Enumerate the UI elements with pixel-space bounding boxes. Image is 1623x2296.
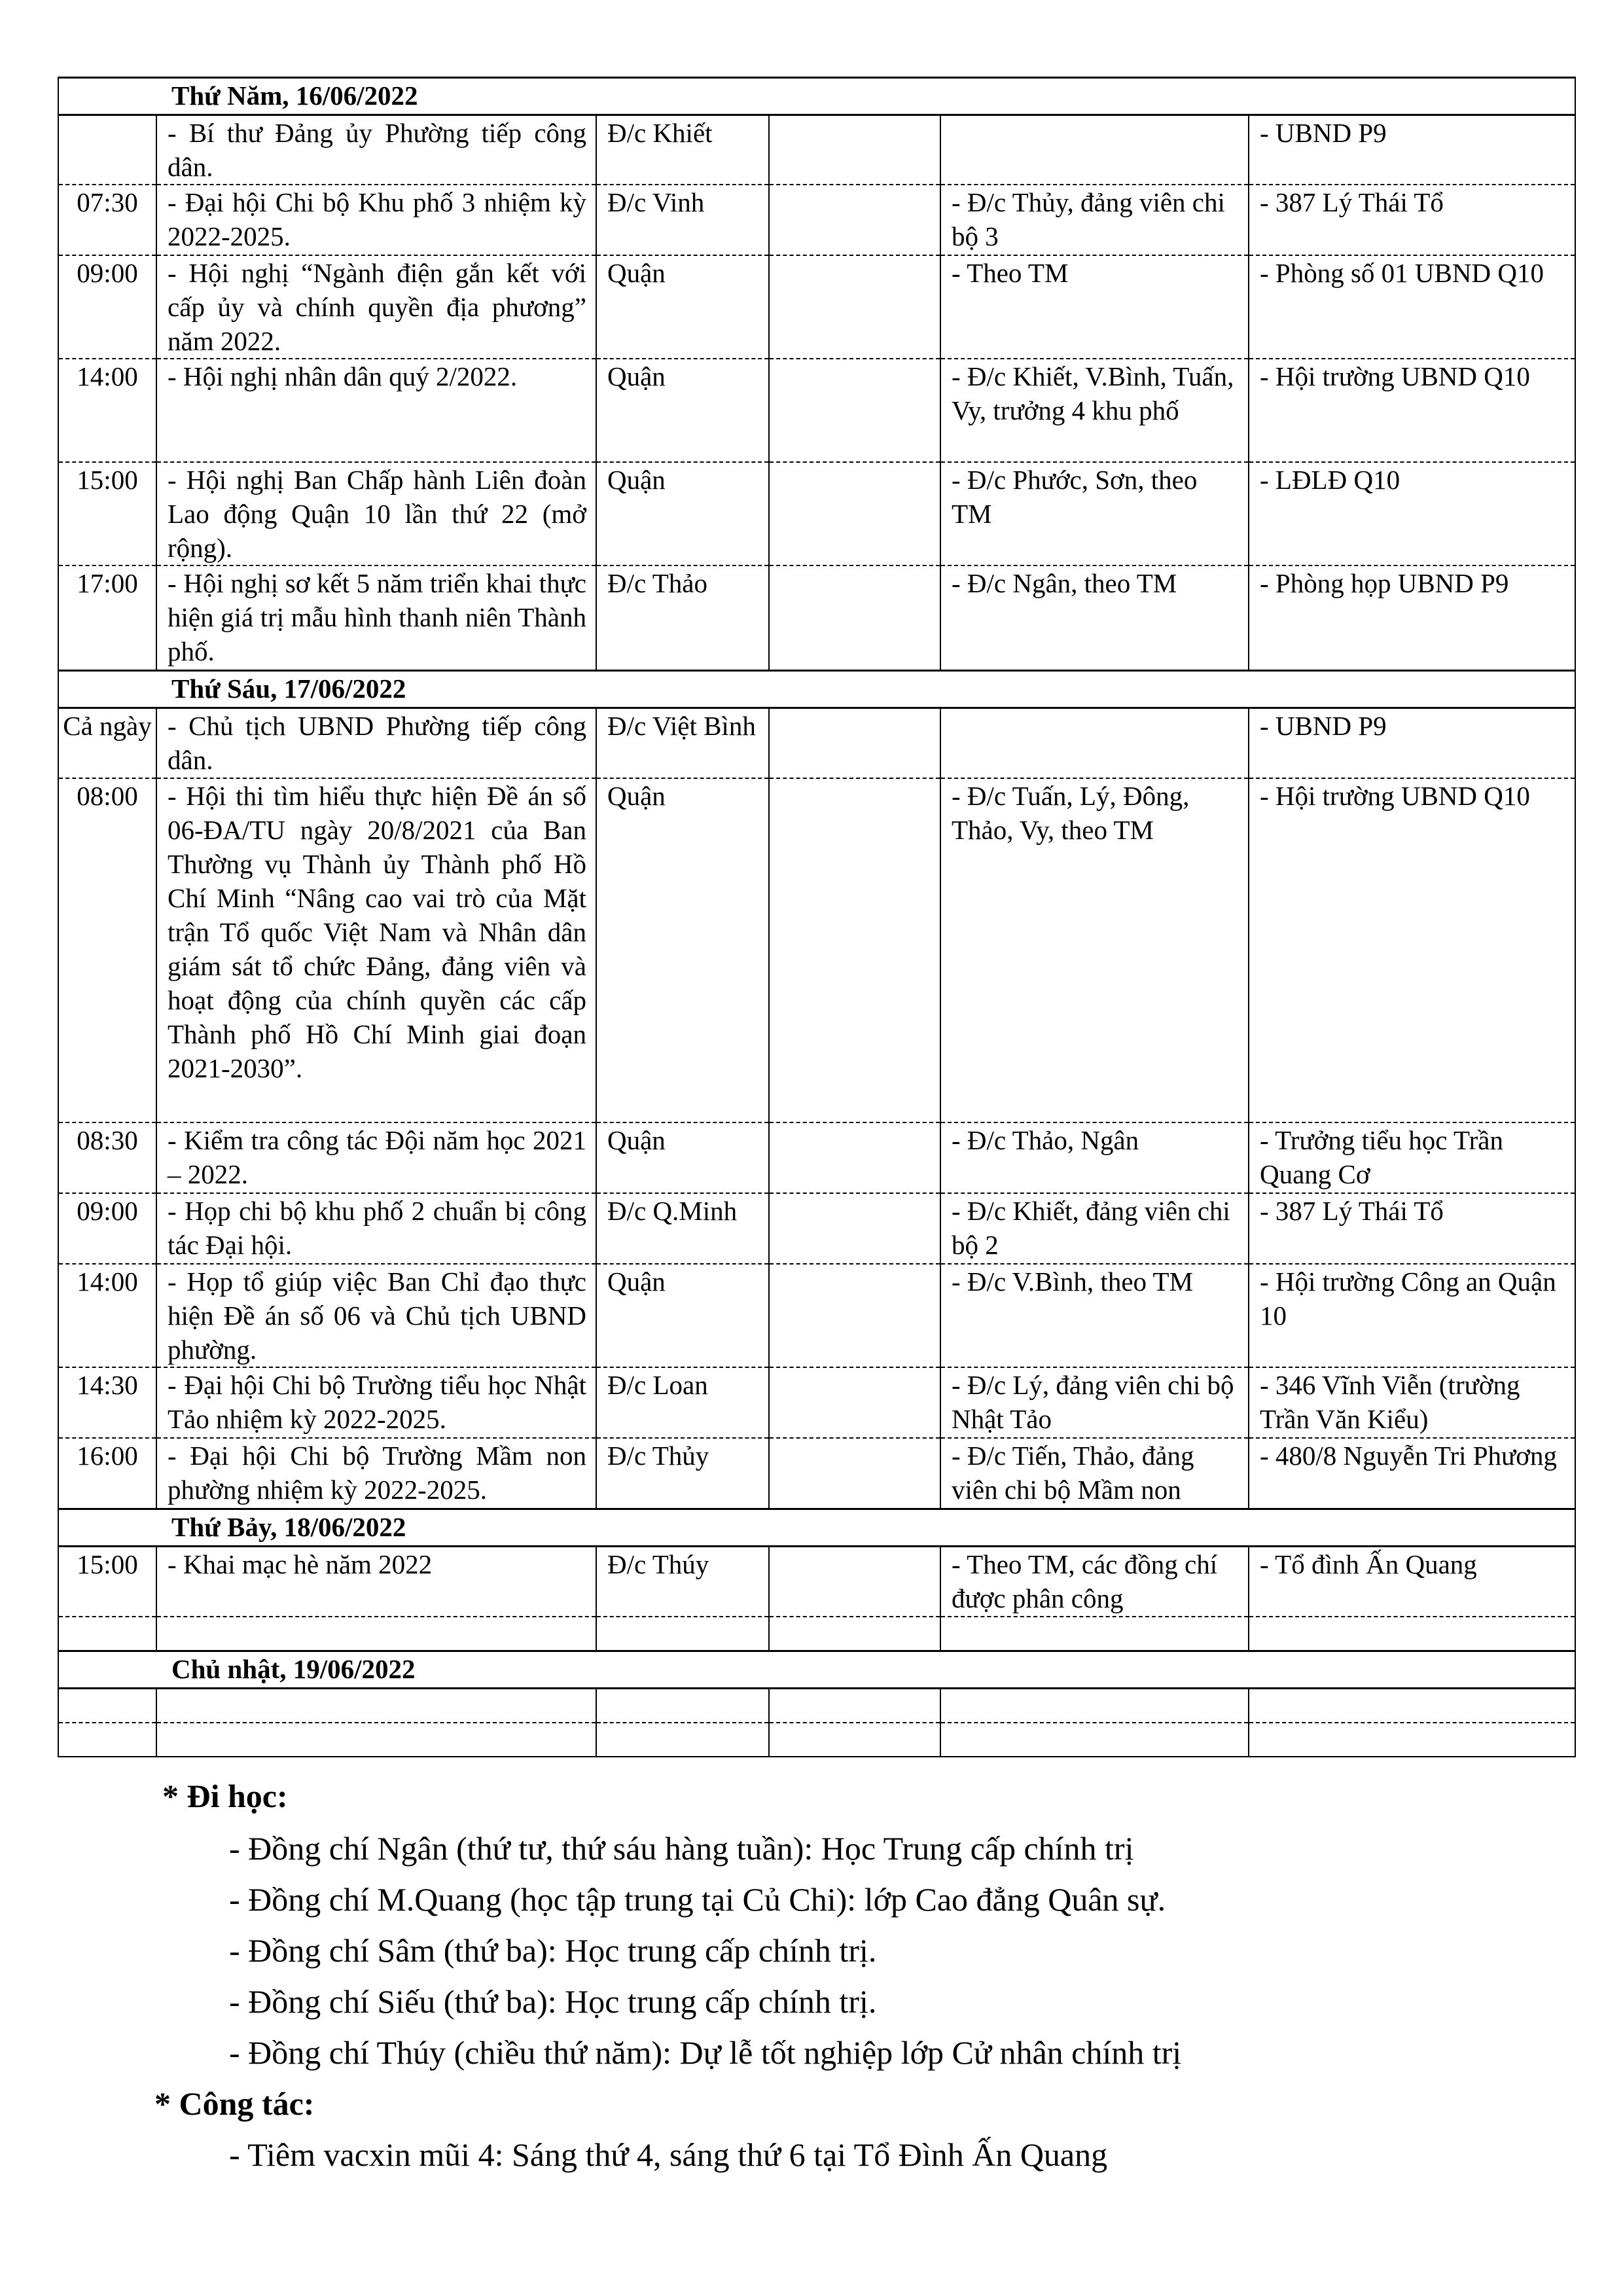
time-cell: 15:00	[58, 1546, 156, 1617]
extra-cell	[769, 1367, 940, 1438]
content-cell	[156, 1723, 596, 1757]
table-row	[58, 1617, 1575, 1651]
table-row	[58, 1689, 1575, 1723]
content-cell: - Hội nghị “Ngành điện gắn kết với cấp ủy và chính quyền địa phương” năm 2022.	[156, 255, 596, 359]
attendees-cell: - Đ/c V.Bình, theo TM	[940, 1264, 1249, 1367]
place-cell: - Phòng số 01 UBND Q10	[1249, 255, 1575, 359]
study-item: - Đồng chí Siếu (thứ ba): Học trung cấp chính trị.	[229, 1983, 877, 2020]
time-cell	[58, 1723, 156, 1757]
table-row	[58, 115, 1575, 185]
work-item: - Tiêm vacxin mũi 4: Sáng thứ 4, sáng thứ 6 tại Tổ Đình Ấn Quang	[229, 2136, 1108, 2173]
content-cell: - Họp chi bộ khu phố 2 chuẩn bị công tác Đại hội.	[156, 1193, 596, 1264]
table-row	[58, 1193, 1575, 1264]
study-item: - Đồng chí M.Quang (học tập trung tại Củ Chi): lớp Cao đẳng Quân sự.	[229, 1881, 1166, 1918]
extra-cell	[769, 565, 940, 670]
attendees-cell: - Đ/c Thủy, đảng viên chi bộ 3	[940, 185, 1249, 255]
place-cell: - Phòng họp UBND P9	[1249, 565, 1575, 670]
day-header-row	[58, 78, 1575, 115]
time-cell: 08:30	[58, 1122, 156, 1193]
place-cell: - Trưởng tiểu học Trần Quang Cơ	[1249, 1122, 1575, 1193]
work-heading: * Công tác:	[154, 2085, 315, 2122]
attendees-cell: - Đ/c Tuấn, Lý, Đông, Thảo, Vy, theo TM	[940, 778, 1249, 1122]
content-cell: - Họp tổ giúp việc Ban Chỉ đạo thực hiện Đề án số 06 và Chủ tịch UBND phường.	[156, 1264, 596, 1367]
attendees-cell	[940, 1617, 1249, 1651]
lead-cell: Quận	[596, 462, 769, 565]
study-heading: * Đi học:	[162, 1778, 288, 1814]
place-cell: - UBND P9	[1249, 115, 1575, 185]
day-header-row	[58, 1651, 1575, 1689]
content-cell: - Hội nghị sơ kết 5 năm triển khai thực hiện giá trị mẫu hình thanh niên Thành phố.	[156, 565, 596, 670]
attendees-cell	[940, 1689, 1249, 1723]
extra-cell	[769, 185, 940, 255]
table-row	[58, 359, 1575, 462]
extra-cell	[769, 1689, 940, 1723]
lead-cell: Đ/c Việt Bình	[596, 708, 769, 778]
extra-cell	[769, 1617, 940, 1651]
lead-cell: Đ/c Vinh	[596, 185, 769, 255]
attendees-cell	[940, 115, 1249, 185]
time-cell	[58, 1617, 156, 1651]
place-cell: - 387 Lý Thái Tổ	[1249, 185, 1575, 255]
lead-cell: Quận	[596, 1264, 769, 1367]
table-row	[58, 1723, 1575, 1757]
lead-cell: Đ/c Thủy	[596, 1438, 769, 1509]
extra-cell	[769, 1438, 940, 1509]
day-title: Chủ nhật, 19/06/2022	[58, 1651, 1575, 1689]
time-cell: 14:00	[58, 1264, 156, 1367]
extra-cell	[769, 1546, 940, 1617]
content-cell: - Hội nghị nhân dân quý 2/2022.	[156, 359, 596, 462]
lead-cell: Đ/c Thúy	[596, 1546, 769, 1617]
place-cell: - Hội trường UBND Q10	[1249, 778, 1575, 1122]
content-cell: - Bí thư Đảng ủy Phường tiếp công dân.	[156, 115, 596, 185]
attendees-cell: - Đ/c Tiến, Thảo, đảng viên chi bộ Mầm non	[940, 1438, 1249, 1509]
attendees-cell	[940, 1723, 1249, 1757]
time-cell: 14:00	[58, 359, 156, 462]
day-header-row	[58, 670, 1575, 708]
lead-cell	[596, 1689, 769, 1723]
attendees-cell: - Đ/c Phước, Sơn, theo TM	[940, 462, 1249, 565]
place-cell: - LĐLĐ Q10	[1249, 462, 1575, 565]
extra-cell	[769, 1723, 940, 1757]
day-title: Thứ Bảy, 18/06/2022	[58, 1509, 1575, 1546]
content-cell: - Chủ tịch UBND Phường tiếp công dân.	[156, 708, 596, 778]
table-row	[58, 185, 1575, 255]
attendees-cell: - Theo TM, các đồng chí được phân công	[940, 1546, 1249, 1617]
content-cell: - Khai mạc hè năm 2022	[156, 1546, 596, 1617]
table-row	[58, 1264, 1575, 1367]
attendees-cell: - Đ/c Lý, đảng viên chi bộ Nhật Tảo	[940, 1367, 1249, 1438]
extra-cell	[769, 115, 940, 185]
place-cell: - 346 Vĩnh Viễn (trường Trần Văn Kiểu)	[1249, 1367, 1575, 1438]
lead-cell: Quận	[596, 255, 769, 359]
place-cell: - Hội trường UBND Q10	[1249, 359, 1575, 462]
place-cell: - 387 Lý Thái Tổ	[1249, 1193, 1575, 1264]
table-row	[58, 778, 1575, 1122]
extra-cell	[769, 255, 940, 359]
table-row	[58, 1367, 1575, 1438]
attendees-cell: - Đ/c Khiết, đảng viên chi bộ 2	[940, 1193, 1249, 1264]
extra-cell	[769, 359, 940, 462]
study-item: - Đồng chí Sâm (thứ ba): Học trung cấp chính trị.	[229, 1932, 877, 1969]
place-cell	[1249, 1617, 1575, 1651]
study-item: - Đồng chí Thúy (chiều thứ năm): Dự lễ tốt nghiệp lớp Cử nhân chính trị	[229, 2034, 1182, 2071]
place-cell: - Tổ đình Ấn Quang	[1249, 1546, 1575, 1617]
place-cell	[1249, 1723, 1575, 1757]
lead-cell: Quận	[596, 359, 769, 462]
extra-cell	[769, 1193, 940, 1264]
attendees-cell	[940, 708, 1249, 778]
lead-cell: Đ/c Thảo	[596, 565, 769, 670]
extra-cell	[769, 462, 940, 565]
content-cell: - Đại hội Chi bộ Khu phố 3 nhiệm kỳ 2022-2025.	[156, 185, 596, 255]
day-title: Thứ Sáu, 17/06/2022	[58, 670, 1575, 708]
lead-cell	[596, 1723, 769, 1757]
lead-cell: Đ/c Khiết	[596, 115, 769, 185]
content-cell: - Hội thi tìm hiểu thực hiện Đề án số 06-ĐA/TU ngày 20/8/2021 của Ban Thường vụ Thành ủy Thành phố Hồ Chí Minh “Nâng cao vai trò của Mặt trận Tổ quốc Việt Nam và Nhân dân giám sát tổ chức Đảng, đảng viên và hoạt động của chính quyền các cấp Thành phố Hồ Chí Minh giai đoạn 2021-2030”.	[156, 778, 596, 1122]
lead-cell	[596, 1617, 769, 1651]
table-row	[58, 462, 1575, 565]
table-row	[58, 565, 1575, 670]
content-cell: - Đại hội Chi bộ Trường Mầm non phường nhiệm kỳ 2022-2025.	[156, 1438, 596, 1509]
content-cell: - Kiểm tra công tác Đội năm học 2021 – 2022.	[156, 1122, 596, 1193]
attendees-cell: - Đ/c Ngân, theo TM	[940, 565, 1249, 670]
attendees-cell: - Đ/c Thảo, Ngân	[940, 1122, 1249, 1193]
time-cell: 09:00	[58, 1193, 156, 1264]
time-cell: 07:30	[58, 185, 156, 255]
attendees-cell: - Theo TM	[940, 255, 1249, 359]
time-cell: 15:00	[58, 462, 156, 565]
time-cell: 16:00	[58, 1438, 156, 1509]
study-item: - Đồng chí Ngân (thứ tư, thứ sáu hàng tuần): Học Trung cấp chính trị	[229, 1830, 1134, 1867]
schedule-table	[58, 77, 1576, 1757]
extra-cell	[769, 708, 940, 778]
extra-cell	[769, 1264, 940, 1367]
table-row	[58, 1122, 1575, 1193]
table-row	[58, 1438, 1575, 1509]
lead-cell: Đ/c Loan	[596, 1367, 769, 1438]
content-cell	[156, 1689, 596, 1723]
time-cell: Cả ngày	[58, 708, 156, 778]
lead-cell: Quận	[596, 778, 769, 1122]
time-cell: 08:00	[58, 778, 156, 1122]
time-cell: 14:30	[58, 1367, 156, 1438]
table-row	[58, 255, 1575, 359]
content-cell: - Đại hội Chi bộ Trường tiểu học Nhật Tảo nhiệm kỳ 2022-2025.	[156, 1367, 596, 1438]
extra-cell	[769, 1122, 940, 1193]
time-cell	[58, 115, 156, 185]
content-cell	[156, 1617, 596, 1651]
place-cell: - 480/8 Nguyễn Tri Phương	[1249, 1438, 1575, 1509]
day-title: Thứ Năm, 16/06/2022	[58, 78, 1575, 115]
time-cell	[58, 1689, 156, 1723]
time-cell: 09:00	[58, 255, 156, 359]
table-row	[58, 708, 1575, 778]
day-header-row	[58, 1509, 1575, 1546]
place-cell: - Hội trường Công an Quận 10	[1249, 1264, 1575, 1367]
table-row	[58, 1546, 1575, 1617]
place-cell	[1249, 1689, 1575, 1723]
lead-cell: Đ/c Q.Minh	[596, 1193, 769, 1264]
place-cell: - UBND P9	[1249, 708, 1575, 778]
content-cell: - Hội nghị Ban Chấp hành Liên đoàn Lao động Quận 10 lần thứ 22 (mở rộng).	[156, 462, 596, 565]
extra-cell	[769, 778, 940, 1122]
time-cell: 17:00	[58, 565, 156, 670]
attendees-cell: - Đ/c Khiết, V.Bình, Tuấn, Vy, trưởng 4 khu phố	[940, 359, 1249, 462]
lead-cell: Quận	[596, 1122, 769, 1193]
